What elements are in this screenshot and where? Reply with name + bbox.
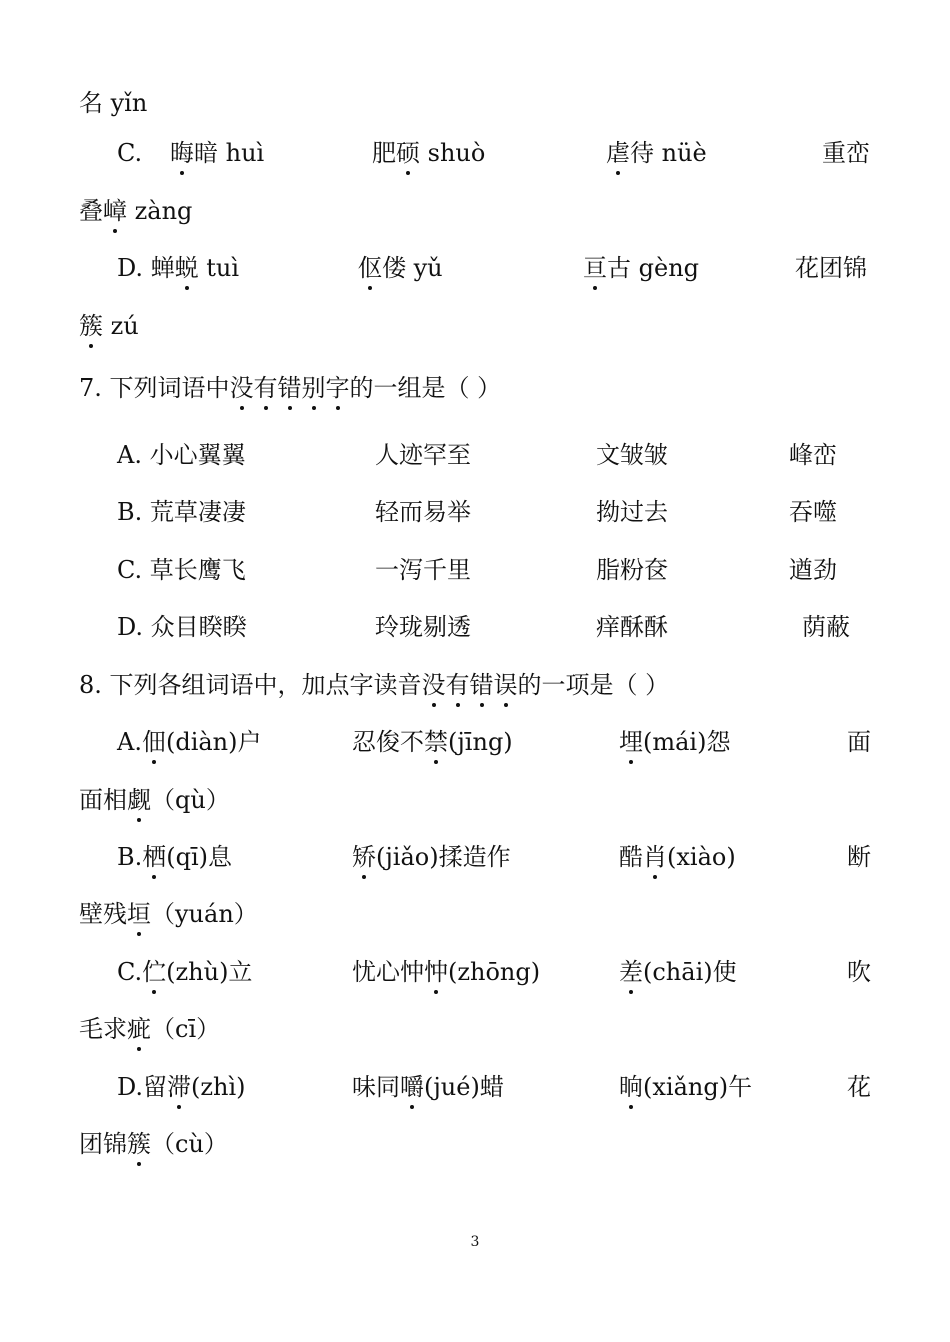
text-run: 味同 — [352, 1073, 400, 1101]
q6-option-c-word-3 — [606, 138, 707, 168]
q8-option-c-4 — [847, 957, 871, 987]
emphasized-char: 晦 — [170, 139, 194, 167]
q7-option-c-4: 遒劲 — [789, 556, 837, 584]
q8-option-c-1 — [117, 957, 252, 987]
q6-option-c-word-2 — [372, 138, 485, 168]
q8-option-b-4-tail — [79, 899, 258, 929]
q6-option-d-word-3 — [583, 253, 699, 283]
text-run: (jīng) — [448, 728, 513, 756]
emphasized-char: 亘 — [583, 254, 607, 282]
text-run: (zhōng) — [448, 958, 541, 986]
q8-option-d-1 — [117, 1072, 246, 1102]
q8-option-a-4-tail — [79, 785, 230, 815]
text-run: A. — [117, 728, 142, 756]
emphasized-char: 没 — [229, 374, 254, 402]
text-run: 重峦 — [822, 139, 870, 167]
text-run: 的一组是（ ） — [349, 374, 502, 402]
q8-option-c-4-tail — [79, 1014, 220, 1044]
emphasized-char: 字 — [325, 374, 350, 402]
text-run: 暗 huì — [194, 139, 265, 167]
text-run: (xiǎng)午 — [643, 1073, 753, 1101]
q7-option-b-3: 拗过去 — [596, 498, 668, 526]
q8-option-b-2 — [352, 842, 511, 872]
text-run: 8. 下列各组词语中，加点字读音 — [79, 671, 422, 699]
text-run: zú — [103, 312, 139, 340]
text-run: 面 — [847, 728, 871, 756]
text-run: 待 nüè — [630, 139, 707, 167]
text-run: 叠 — [79, 197, 103, 225]
emphasized-char: 有 — [253, 374, 278, 402]
text-run: 团锦 — [79, 1130, 127, 1158]
q7-option-d-3: 痒酥酥 — [596, 613, 668, 641]
text-run: (diàn)户 — [165, 728, 262, 756]
text-run: (zhì) — [191, 1073, 246, 1101]
q7-option-d-1: D. 众目睽睽 — [117, 613, 247, 641]
emphasized-char: 嚼 — [400, 1073, 424, 1101]
q8-stem — [79, 670, 669, 700]
emphasized-char: 错 — [277, 374, 302, 402]
emphasized-char: 滞 — [167, 1073, 192, 1101]
text-run: (mái)怨 — [643, 728, 731, 756]
text-run: (zhù)立 — [166, 958, 253, 986]
q8-option-a-3 — [619, 727, 730, 757]
emphasized-char: 伫 — [142, 958, 167, 986]
q8-option-b-1 — [117, 842, 232, 872]
q7-option-a-2: 人迹罕至 — [375, 441, 471, 469]
emphasized-char: 误 — [493, 671, 518, 699]
emphasized-char: 簇 — [79, 312, 103, 340]
text-run: 吹 — [847, 958, 871, 986]
text-run: (jué)蜡 — [424, 1073, 504, 1101]
q8-option-a-1 — [117, 727, 262, 757]
emphasized-char: 硕 — [396, 139, 420, 167]
page-number: 3 — [470, 1234, 480, 1250]
text-run: （cù） — [151, 1130, 228, 1158]
emphasized-char: 虐 — [606, 139, 630, 167]
q7-option-b-2: 轻而易举 — [375, 498, 471, 526]
q6-option-c-word-4 — [822, 138, 870, 168]
q7-stem — [79, 373, 501, 403]
emphasized-char: 矫 — [352, 843, 376, 871]
text-run: (chāi)使 — [643, 958, 737, 986]
emphasized-char: 觑 — [127, 786, 151, 814]
q8-option-d-4 — [847, 1072, 871, 1102]
text-run: 名 yǐn — [79, 89, 148, 117]
q6-option-d-word-4-tail — [79, 311, 139, 341]
q7-option-a-1: A. 小心翼翼 — [117, 441, 246, 469]
q7-option-c-2: 一泻千里 — [375, 556, 471, 584]
text-run: 断 — [847, 843, 871, 871]
text-run: 面相 — [79, 786, 127, 814]
q7-option-b-4: 吞噬 — [789, 498, 837, 526]
emphasized-char: 佃 — [141, 728, 166, 756]
text-run: （cī） — [151, 1015, 221, 1043]
q6-option-c-word-4-tail — [79, 196, 192, 226]
emphasized-char: 疵 — [127, 1015, 151, 1043]
text-run: C. — [117, 958, 143, 986]
text-run: 花 — [847, 1073, 871, 1101]
text-run: 酷 — [619, 843, 643, 871]
text-run: （yuán） — [151, 900, 258, 928]
emphasized-char: 错 — [469, 671, 494, 699]
q6-option-c-label — [117, 138, 142, 168]
q7-option-b-1: B. 荒草凄凄 — [117, 498, 246, 526]
text-run: B. — [117, 843, 143, 871]
emphasized-char: 蜕 — [174, 254, 199, 282]
q8-option-b-3 — [619, 842, 736, 872]
emphasized-char: 晌 — [619, 1073, 643, 1101]
emphasized-char: 簇 — [127, 1130, 151, 1158]
q8-option-c-2 — [352, 957, 540, 987]
text-run: tuì — [198, 254, 240, 282]
q6-option-d-word-2 — [358, 253, 443, 283]
q6-option-d-word-4 — [795, 253, 867, 283]
q8-option-a-2 — [352, 727, 513, 757]
text-run: 毛求 — [79, 1015, 127, 1043]
text-run: zàng — [127, 197, 193, 225]
text-run: shuò — [420, 139, 486, 167]
emphasized-char: 忡 — [424, 958, 448, 986]
emphasized-char: 嶂 — [103, 197, 127, 225]
emphasized-char: 没 — [421, 671, 446, 699]
emphasized-char: 肖 — [643, 843, 667, 871]
text-run: D.留 — [117, 1073, 168, 1101]
q6-option-b-tail — [79, 88, 147, 118]
text-run: (jiǎo)揉造作 — [376, 843, 511, 871]
text-run: 壁残 — [79, 900, 127, 928]
text-run: 忍俊不 — [352, 728, 424, 756]
emphasized-char: 别 — [301, 374, 326, 402]
text-run: (xiào) — [667, 843, 736, 871]
q7-option-a-3: 文皱皱 — [596, 441, 668, 469]
text-run: 花团锦 — [795, 254, 867, 282]
text-run: 古 gèng — [607, 254, 700, 282]
text-run: (qī)息 — [166, 843, 233, 871]
q6-option-d-word-1 — [117, 253, 239, 283]
q8-option-c-3 — [619, 957, 737, 987]
q7-option-a-4: 峰峦 — [789, 441, 837, 469]
emphasized-char: 埋 — [619, 728, 643, 756]
q8-option-d-4-tail — [79, 1129, 228, 1159]
emphasized-char: 禁 — [424, 728, 448, 756]
q8-option-a-4 — [847, 727, 871, 757]
emphasized-char: 栖 — [142, 843, 167, 871]
q7-option-d-4: 荫蔽 — [802, 613, 850, 641]
q8-option-d-2 — [352, 1072, 504, 1102]
emphasized-char: 垣 — [127, 900, 151, 928]
q7-option-d-2: 玲珑剔透 — [375, 613, 471, 641]
q6-option-c-word-1 — [170, 138, 264, 168]
q7-option-c-1: C. 草长鹰飞 — [117, 556, 246, 584]
q8-option-b-4 — [847, 842, 871, 872]
text-run: D. 蝉 — [117, 254, 175, 282]
emphasized-char: 差 — [619, 958, 643, 986]
text-run: 7. 下列词语中 — [79, 374, 230, 402]
text-run: （qù） — [151, 786, 230, 814]
text-run: C. — [117, 139, 143, 167]
emphasized-char: 有 — [445, 671, 470, 699]
q8-option-d-3 — [619, 1072, 752, 1102]
text-run: 忧心忡 — [352, 958, 424, 986]
q7-option-c-3: 脂粉奁 — [596, 556, 668, 584]
text-run: 肥 — [372, 139, 396, 167]
text-run: 的一项是（ ） — [517, 671, 670, 699]
emphasized-char: 伛 — [358, 254, 382, 282]
text-run: 偻 yǔ — [382, 254, 443, 282]
